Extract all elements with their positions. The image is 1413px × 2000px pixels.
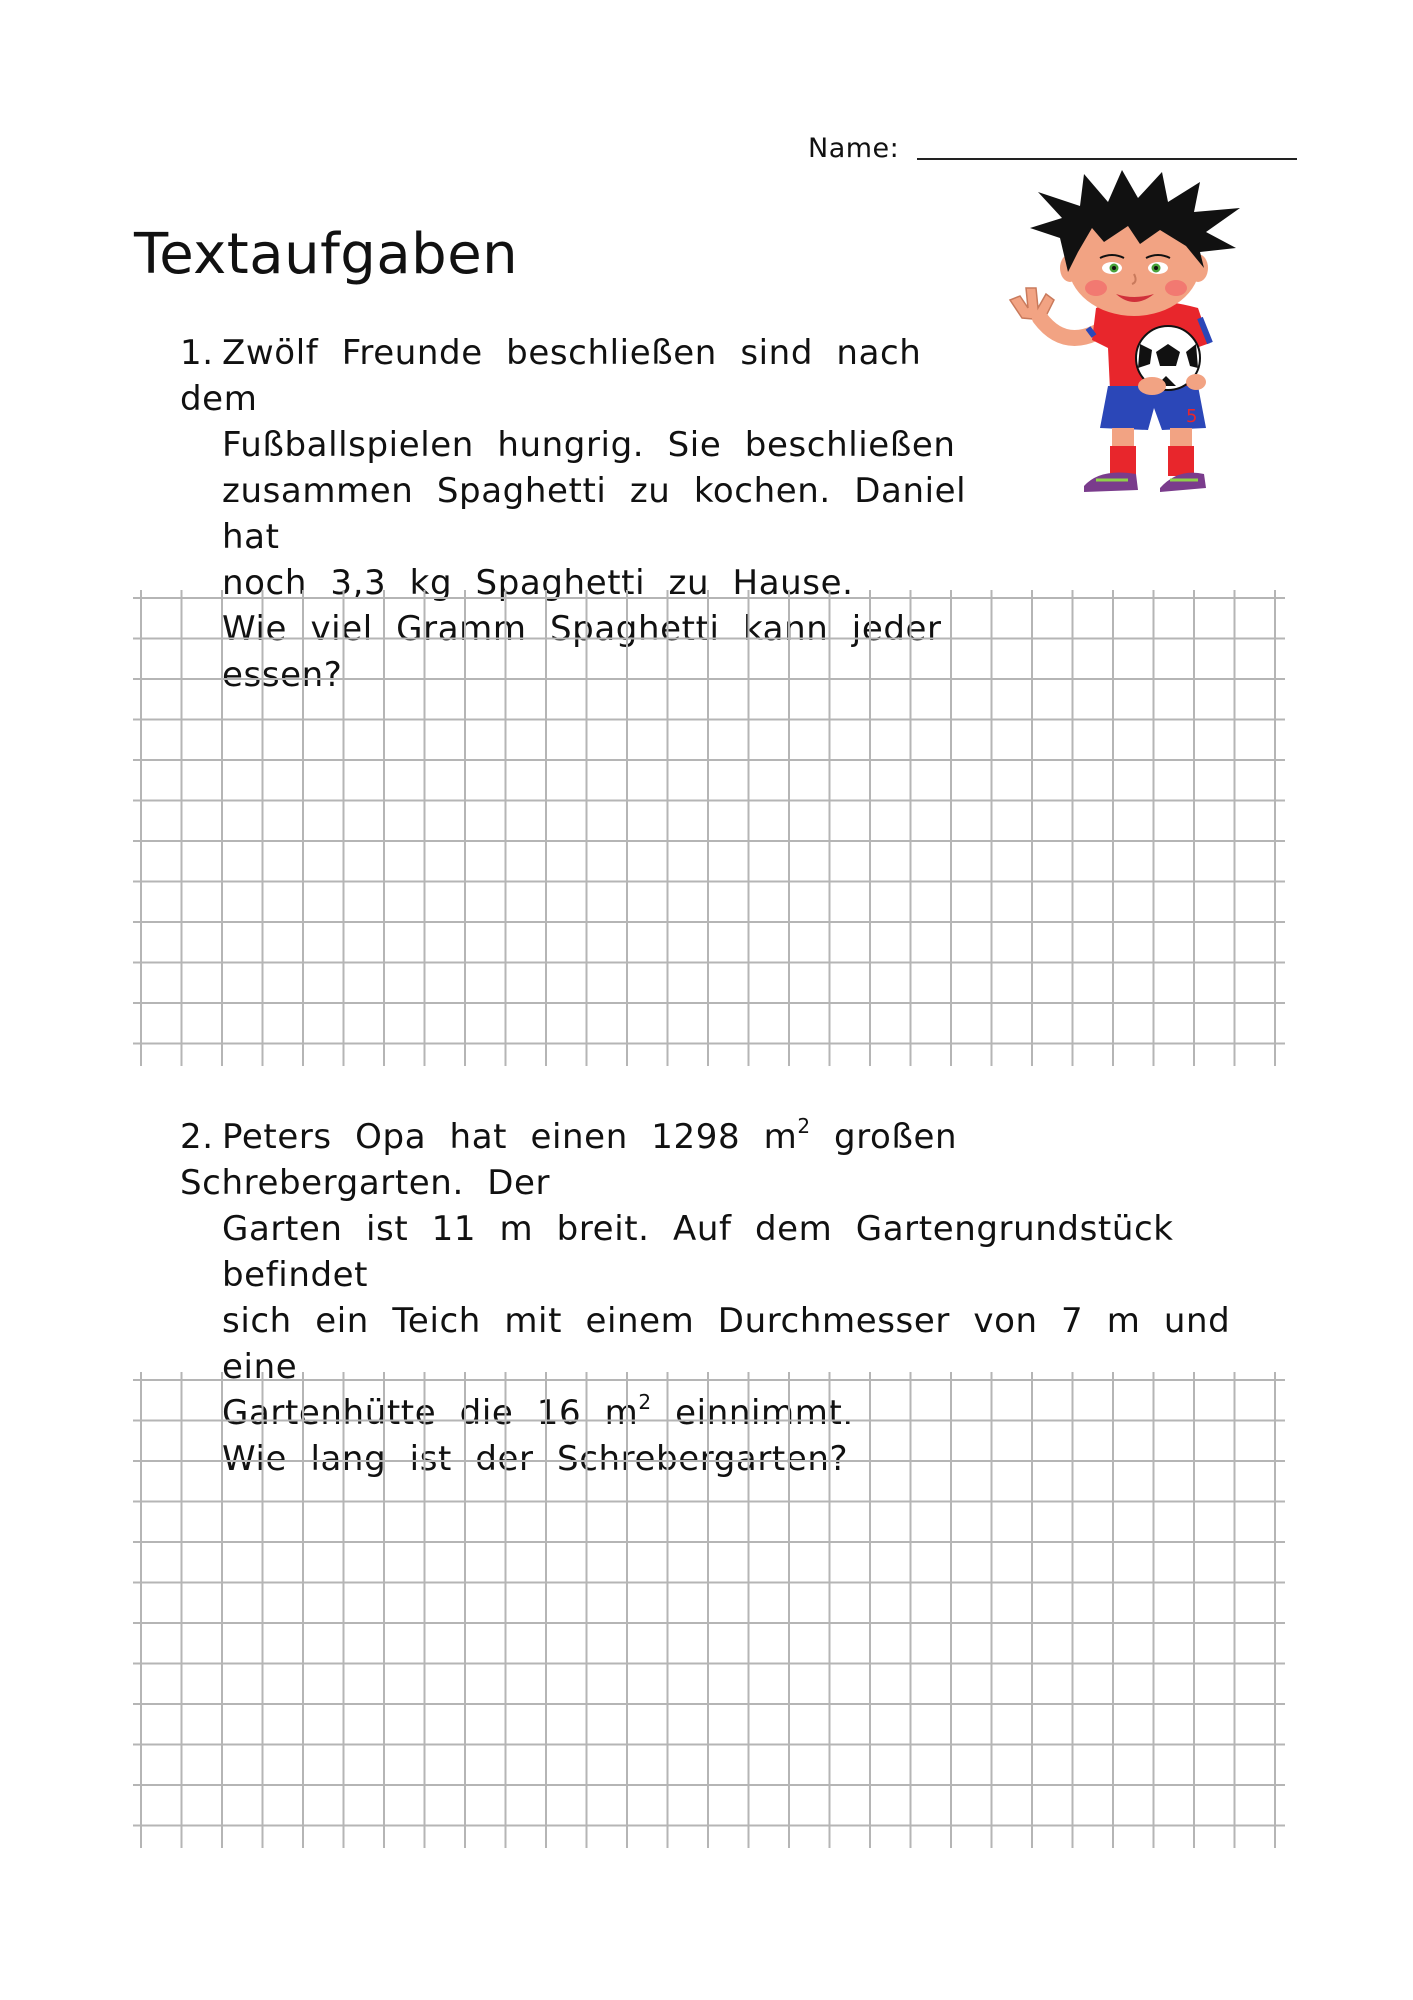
task-1-line-3: zusammen Spaghetti zu kochen. Daniel hat (222, 471, 967, 557)
task-2-question: Wie lang ist der Schrebergarten? (222, 1439, 849, 1479)
name-write-line[interactable] (917, 158, 1297, 160)
task-2-text-4b: einnimmt. (651, 1393, 854, 1433)
task-1-line-4: noch 3,3 kg Spaghetti zu Hause. (222, 563, 854, 603)
task-1-text-1: Zwölf Freunde beschließen sind nach dem (180, 333, 922, 419)
task-2-line-2: Garten ist 11 m breit. Auf dem Gartengrundstück befindet (222, 1209, 1174, 1295)
task-2-text-1a: Peters Opa hat einen 1298 m (222, 1117, 798, 1157)
name-field (808, 124, 1297, 164)
task-2-text-1b: großen Schrebergarten. Der (180, 1117, 958, 1203)
shirt-number: 5 (1186, 406, 1198, 427)
soccer-boy-icon (1000, 168, 1270, 508)
task-1-number: 1. (180, 333, 214, 373)
task-1-line-2: Fußballspielen hungrig. Sie beschließen (222, 425, 956, 465)
task-2-sup-2: 2 (638, 1390, 652, 1414)
answer-grid-1[interactable] (133, 590, 1285, 1066)
task-2-sup-1: 2 (797, 1114, 811, 1138)
task-2-line-3: sich ein Teich mit einem Durchmesser von 7 m und eine (222, 1301, 1231, 1387)
grid-lines-2 (133, 1372, 1285, 1848)
grid-lines-1 (133, 590, 1285, 1066)
task-2-number: 2. (180, 1117, 214, 1157)
task-2-text-4a: Gartenhütte die 16 m (222, 1393, 639, 1433)
answer-grid-2[interactable] (133, 1372, 1285, 1848)
task-1-line-1 (180, 330, 970, 422)
worksheet-title: Textaufgaben (134, 222, 519, 287)
task-2-line-1 (180, 1114, 1240, 1206)
name-label: Name: (808, 133, 900, 164)
task-1-question: Wie viel Gramm Spaghetti kann jeder essen? (222, 609, 942, 695)
